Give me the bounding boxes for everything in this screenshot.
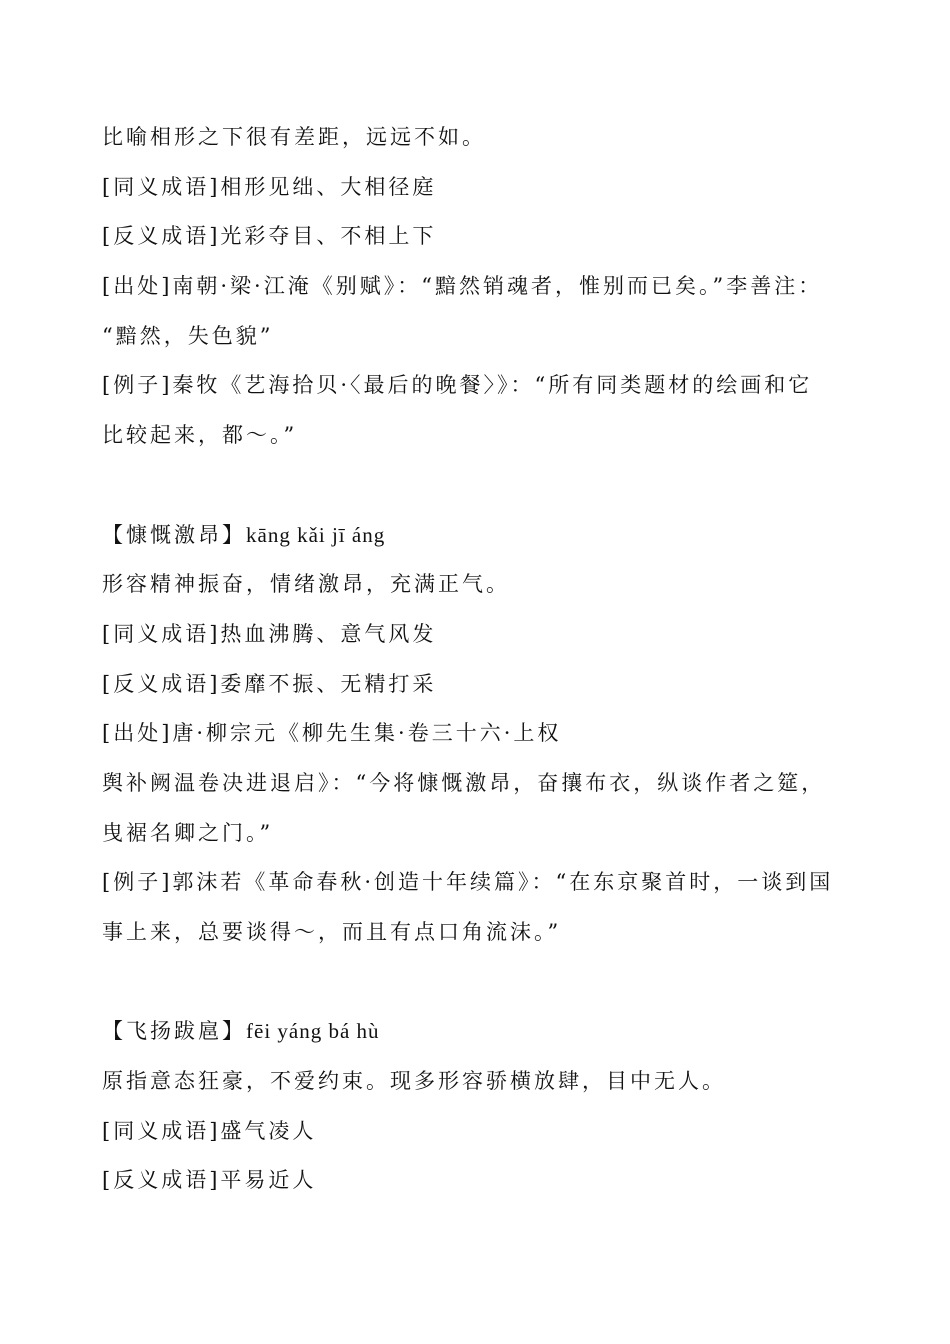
entry2-synonyms: [同义成语]热血沸腾、意气风发 bbox=[102, 621, 437, 646]
entry3-meaning: 原指意态狂豪，不爱约束。现多形容骄横放肆，目中无人。 bbox=[102, 1069, 726, 1094]
entry2-heading bbox=[102, 511, 872, 561]
entry1-example-line2: 比较起来，都～。” bbox=[102, 423, 298, 448]
entry1-source-line2: “黯然，失色貌” bbox=[102, 323, 274, 348]
entry1-source-line1: [出处]南朝·梁·江淹《别赋》：“黯然销魂者，惟别而已矣。”李善注： bbox=[102, 274, 823, 299]
entry1-meaning: 比喻相形之下很有差距，远远不如。 bbox=[102, 125, 486, 149]
entry2-meaning: 形容精神振奋，情绪激昂，充满正气。 bbox=[102, 572, 510, 597]
entry2-title: 【慷慨激昂】 bbox=[102, 522, 246, 547]
entry1-example-line1: [例子]秦牧《艺海拾贝·〈最后的晚餐〉》：“所有同类题材的绘画和它 bbox=[102, 373, 813, 398]
entry2-source-line2: 舆补阙温卷决进退启》：“今将慷慨激昂，奋攘布衣，纵谈作者之筵， bbox=[102, 770, 826, 795]
entry1-antonyms: [反义成语]光彩夺目、不相上下 bbox=[102, 224, 437, 249]
document-content bbox=[102, 113, 872, 1206]
entry2-antonyms: [反义成语]委靡不振、无精打采 bbox=[102, 671, 437, 696]
entry2-example-line2: 事上来，总要谈得～，而且有点口角流沫。” bbox=[102, 920, 562, 944]
entry2-source-line1: [出处]唐·柳宗元《柳先生集·卷三十六·上权 bbox=[102, 721, 562, 746]
paragraph-gap bbox=[102, 461, 872, 511]
entry2-source-line3: 曳裾名卿之门。” bbox=[102, 820, 274, 845]
entry1-synonyms: [同义成语]相形见绌、大相径庭 bbox=[102, 174, 437, 199]
paragraph-gap bbox=[102, 958, 872, 1008]
entry2-example-line1: [例子]郭沫若《革命春秋·创造十年续篇》：“在东京聚首时，一谈到国 bbox=[102, 870, 834, 895]
entry3-synonyms: [同义成语]盛气凌人 bbox=[102, 1118, 317, 1143]
entry3-heading bbox=[102, 1007, 872, 1057]
entry3-title: 【飞扬跋扈】 bbox=[102, 1019, 246, 1044]
entry3-pinyin: fēi yáng bá hù bbox=[246, 1019, 380, 1044]
entry2-pinyin: kāng kǎi jī áng bbox=[246, 522, 386, 547]
entry3-antonyms: [反义成语]平易近人 bbox=[102, 1168, 317, 1193]
